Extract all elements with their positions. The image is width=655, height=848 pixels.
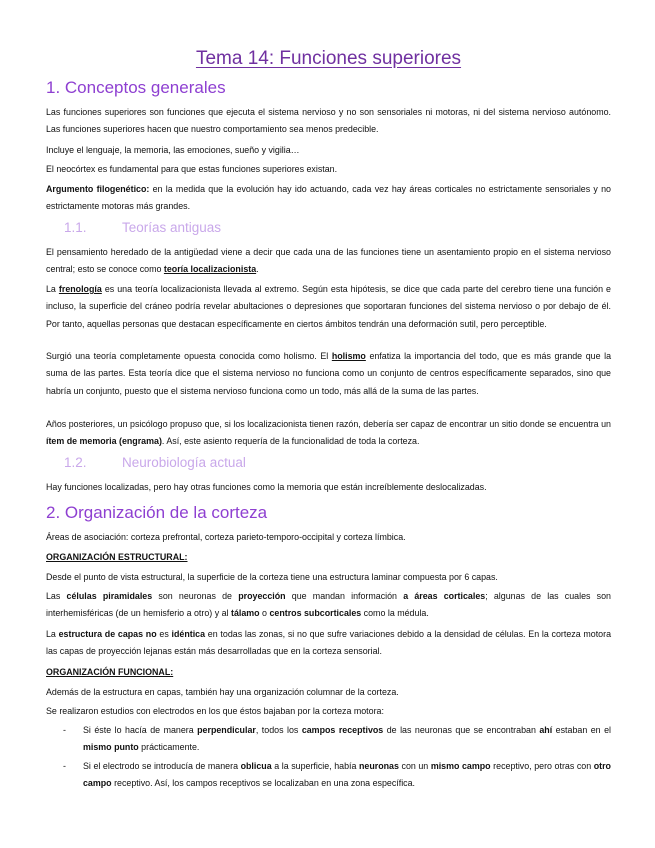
page-title: Tema 14: Funciones superiores bbox=[195, 48, 462, 69]
section-1-2-heading bbox=[64, 455, 246, 470]
section-1-paragraph-1: Las funciones superiores son funciones que ejecuta el sistema nervioso y no son sensoriales ni motoras, ni del sistema nervioso autónomo. Las funciones superiores hacen que nuestro comportamiento sea menos predecible. bbox=[46, 107, 611, 135]
section-2-paragraph-1: Áreas de asociación: corteza prefrontal, corteza parieto-temporo-occipital y corteza límbica. bbox=[46, 532, 406, 542]
section-1-1-paragraph-1: El pensamiento heredado de la antigüedad viene a decir que cada una de las funciones tiene un asentamiento propio en el sistema nervioso central; esto se conoce como teoría localizacionista. bbox=[46, 247, 611, 275]
list-item: - Si el electrodo se introducía de manera oblicua a la superficie, había neuronas con un mismo campo receptivo, pero otras con otro campo receptivo. Así, los campos receptivos se localizaban en una zona específica. bbox=[63, 760, 611, 789]
section-1-1-paragraph-3: Surgió una teoría completamente opuesta conocida como holismo. El holismo enfatiza la importancia del todo, que es más grande que la suma de las partes. Esta teoría dice que el sistema nervioso no funciona como un conjunto de centros específicamente separados, sino que habría un conjunto, puesto que el sistema nervioso funciona como un todo, más allá de la suma de las partes. bbox=[46, 351, 612, 396]
section-2-paragraph-3: Las células piramidales son neuronas de proyección que mandan información a áreas corticales; algunas de las cuales son interhemisféricas (de un hemisferio a otro) y al tálamo o centros subcorticales como la médula. bbox=[46, 591, 611, 619]
section-1-1-paragraph-4: Años posteriores, un psicólogo propuso que, si los localizacionista tienen razón, debería ser capaz de encontrar un sitio donde se encuentra un ítem de memoria (engrama). Así, este asiento requería de la funcionalidad de toda la corteza. bbox=[46, 419, 611, 447]
section-title: Neurobiología actual bbox=[122, 455, 246, 470]
section-2-heading: 2. Organización de la corteza bbox=[46, 503, 268, 522]
section-title: Teorías antiguas bbox=[122, 220, 222, 235]
term-item-de-memoria: ítem de memoria (engrama) bbox=[46, 436, 162, 447]
section-number: 1.1. bbox=[64, 220, 87, 235]
term-teoria-localizacionista: teoría localizacionista bbox=[163, 264, 257, 275]
section-number: 1.2. bbox=[64, 455, 87, 470]
list-item: - Si éste lo hacía de manera perpendicular, todos los campos receptivos de las neuronas que se encontraban ahí estaban en el mismo punto prácticamente. bbox=[63, 725, 611, 753]
section-1-2-paragraph-1: Hay funciones localizadas, pero hay otras funciones como la memoria que están increíblemente deslocalizadas. bbox=[46, 482, 487, 492]
section-2-paragraph-6: Se realizaron estudios con electrodos en los que éstos bajaban por la corteza motora: bbox=[46, 706, 384, 716]
structural-organization-heading: ORGANIZACIÓN ESTRUCTURAL: bbox=[46, 552, 188, 562]
section-1-1-heading bbox=[64, 220, 221, 235]
section-2-paragraph-2: Desde el punto de vista estructural, la superficie de la corteza tiene una estructura laminar compuesta por 6 capas. bbox=[46, 572, 498, 582]
functional-organization-heading: ORGANIZACIÓN FUNCIONAL: bbox=[46, 667, 174, 677]
section-2-paragraph-5: Además de la estructura en capas, también hay una organización columnar de la corteza. bbox=[46, 687, 399, 697]
section-2-paragraph-4: La estructura de capas no es idéntica en todas las zonas, si no que sufre variaciones debido a la densidad de células. En la corteza motora las capas de proyección lejanas están más desarrolladas que en la corteza sensorial. bbox=[46, 629, 612, 657]
term-frenologia: frenología bbox=[58, 284, 102, 294]
section-1-paragraph-2: Incluye el lenguaje, la memoria, las emociones, sueño y vigilia… bbox=[46, 145, 300, 155]
term-argumento-filogenetico: Argumento filogenético: bbox=[46, 184, 150, 194]
term-holismo: holismo bbox=[331, 351, 366, 361]
section-1-heading: 1. Conceptos generales bbox=[46, 78, 226, 97]
section-1-paragraph-3: El neocórtex es fundamental para que estas funciones superiores existan. bbox=[46, 164, 338, 174]
section-1-paragraph-4: Argumento filogenético: en la medida que la evolución hay ido actuando, cada vez hay áreas corticales no estrictamente sensoriales y no estrictamente motoras más grandes. bbox=[46, 184, 611, 212]
section-1-1-paragraph-2: La frenología es una teoría localizacionista llevada al extremo. Según esta hipótesis, se dice que cada parte del cerebro tiene una función e incluso, la superficie del cráneo podría revelar abultaciones o depresiones que soportaran funciones del sistema nervioso o por debajo de él. Por tanto, aquellas personas que destacan específicamente en ciertos ámbitos tendrán una deformación sutil, pero perceptible. bbox=[46, 284, 611, 329]
electrode-findings-list bbox=[46, 722, 611, 794]
